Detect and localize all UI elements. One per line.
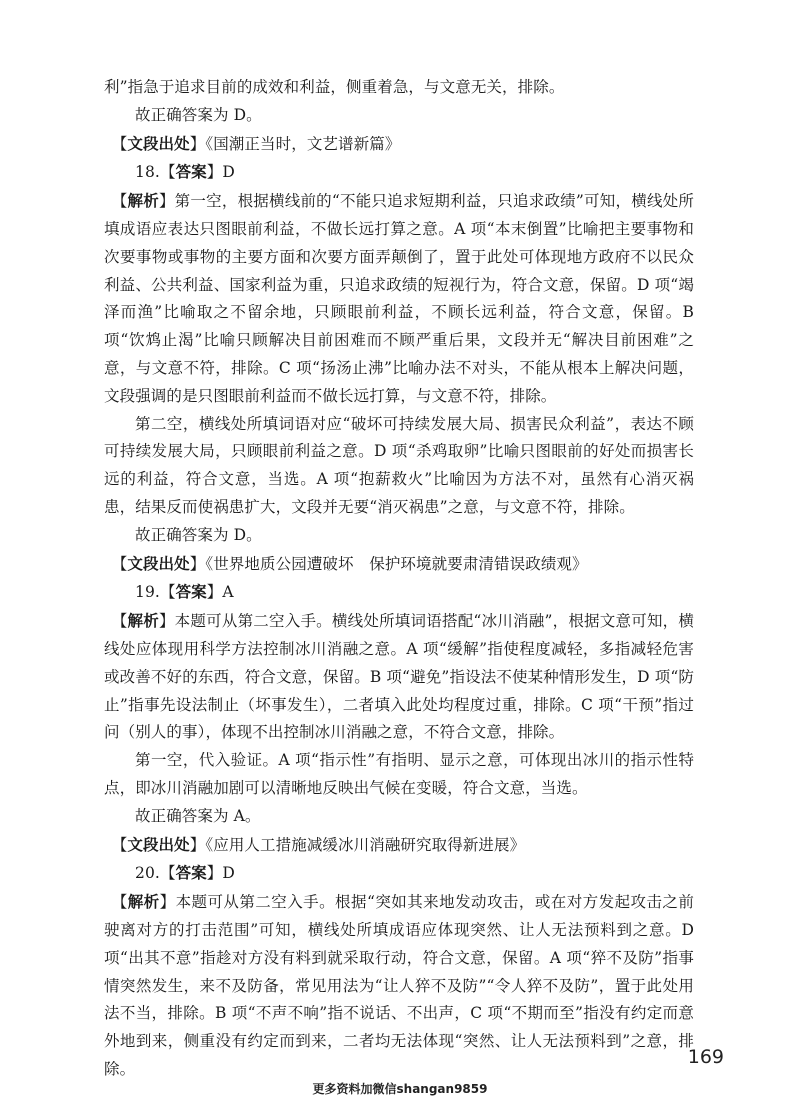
q20-answer-line: [104, 859, 694, 888]
bracket-open: 【: [159, 163, 176, 182]
bracket-open: 【: [111, 554, 128, 573]
q18-analysis: [104, 187, 694, 410]
source-label: 文段出处: [127, 834, 190, 854]
analysis-text: 本题可从第二空入手。横线处所填词语搭配“冰川消融”，根据文意可知，横线处应体现用科学方法控制冰川消融之意。A 项“缓解”指使程度减轻，多指减轻危害或改善不好的东西，符合文意，保留。B 项“避免”指设法不使某种情形发生，D 项“防止”指事先设法制止（坏事发生），二者填入此处均程度过重，排除。C 项“干预”指过问（别人的事），体现不出控制冰川消融之意，不符合文意，排除。: [104, 612, 694, 742]
bracket-open: 【: [159, 583, 176, 602]
q18-conclusion: 故正确答案为 D。: [135, 525, 262, 544]
question-number: 18.: [135, 163, 160, 182]
source-line: [104, 130, 694, 159]
q19-analysis: [104, 607, 694, 747]
bracket-open: 【: [111, 893, 128, 912]
answer-value: D: [222, 163, 235, 182]
bracket-close: 】: [206, 864, 223, 883]
answer-label: 答案: [175, 863, 207, 883]
q19-analysis-2: 第一空，代入验证。A 项“指示性”有指明、显示之意，可体现出冰川的指示性特点，即冰川消融加剧可以清晰地反映出气候在变暖，符合文意，当选。: [104, 751, 694, 797]
bracket-open: 【: [111, 134, 128, 153]
q19-conclusion: 故正确答案为 A。: [135, 806, 261, 825]
q19-answer-line: [104, 578, 694, 607]
page-number: 169: [687, 1046, 724, 1068]
analysis-label: 解析: [127, 191, 159, 211]
page-content: [104, 74, 694, 1084]
source-title: 《世界地质公园遭破坏 保护环境就要肃清错误政绩观》: [205, 554, 588, 573]
bracket-close: 】: [206, 163, 223, 182]
source-title: 《应用人工措施减缓冰川消融研究取得新进展》: [205, 835, 526, 854]
answer-label: 答案: [175, 162, 207, 182]
answer-label: 答案: [175, 582, 207, 602]
source-title: 《国潮正当时，文艺谱新篇》: [205, 134, 401, 153]
answer-value: A: [222, 583, 234, 602]
question-number: 20.: [135, 864, 160, 883]
bracket-close: 】: [189, 554, 206, 573]
source-label: 文段出处: [127, 133, 190, 153]
source-label: 文段出处: [127, 553, 190, 573]
answer-conclusion: 故正确答案为 D。: [135, 105, 262, 124]
bracket-close: 】: [159, 893, 176, 912]
analysis-label: 解析: [127, 892, 160, 912]
bracket-close: 】: [189, 134, 206, 153]
bracket-close: 】: [206, 583, 223, 602]
question-number: 19.: [135, 583, 160, 602]
bracket-open: 【: [111, 192, 128, 211]
q18-answer-line: [104, 158, 694, 187]
answer-value: D: [222, 864, 235, 883]
bracket-close: 】: [158, 612, 175, 631]
q18-analysis-2: 第二空，横线处所填词语对应“破坏可持续发展大局、损害民众利益”，表达不顾可持续发展大局，只顾眼前利益之意。D 项“杀鸡取卵”比喻只图眼前的好处而损害长远的利益，符合文意，当选。A 项“抱薪救火”比喻因为方法不对，虽然有心消灭祸患，结果反而使祸患扩大，文段并无要“消灭祸患”之意，与文意不符，排除。: [104, 414, 694, 516]
bracket-close: 】: [158, 192, 175, 211]
q20-analysis: [104, 888, 694, 1084]
bracket-open: 【: [111, 612, 128, 631]
footer-note: 更多资料加微信shangan9859: [312, 1082, 488, 1096]
bracket-open: 【: [159, 864, 176, 883]
paragraph-continuation: 利”指急于追求目前的成效和利益，侧重着急，与文意无关，排除。: [104, 78, 565, 96]
q19-source-line: [104, 831, 694, 860]
bracket-open: 【: [111, 835, 128, 854]
analysis-text: 本题可从第二空入手。根据“突如其来地发动攻击，或在对方发起攻击之前驶离对方的打击范围”可知，横线处所填成语应体现突然、让人无法预料到之意。D 项“出其不意”指趁对方没有料到就采取行动，符合文意，保留。A 项“猝不及防”指事情突然发生，来不及防备，常见用法为“让人猝不及防”“令人猝不及防”，置于此处用法不当，排除。B 项“不声不响”指不说话、不出声，C 项“不期而至”指没有约定而意外地到来，侧重没有约定而到来，二者均无法体现“突然、让人无法预料到”之意，排除。: [104, 893, 694, 1078]
analysis-text: 第一空，根据横线前的“不能只追求短期利益，只追求政绩”可知，横线处所填成语应表达只图眼前利益，不做长远打算之意。A 项“本末倒置”比喻把主要事物和次要事物或事物的主要方面和次要方面弄颠倒了，置于此处可体现地方政府不以民众利益、公共利益、国家利益为重，只追求政绩的短视行为，符合文意，保留。D 项“竭泽而渔”比喻取之不留余地，只顾眼前利益，不顾长远利益，符合文意，保留。B 项“饮鸩止渴”比喻只顾解决目前困难而不顾严重后果，文段并无“解决目前困难”之意，与文意不符，排除。C 项“扬汤止沸”比喻办法不对头，不能从根本上解决问题，文段强调的是只图眼前利益而不做长远打算，与文意不符，排除。: [104, 192, 694, 405]
bracket-close: 】: [189, 835, 206, 854]
analysis-label: 解析: [127, 611, 159, 631]
q18-source-line: [104, 550, 694, 579]
